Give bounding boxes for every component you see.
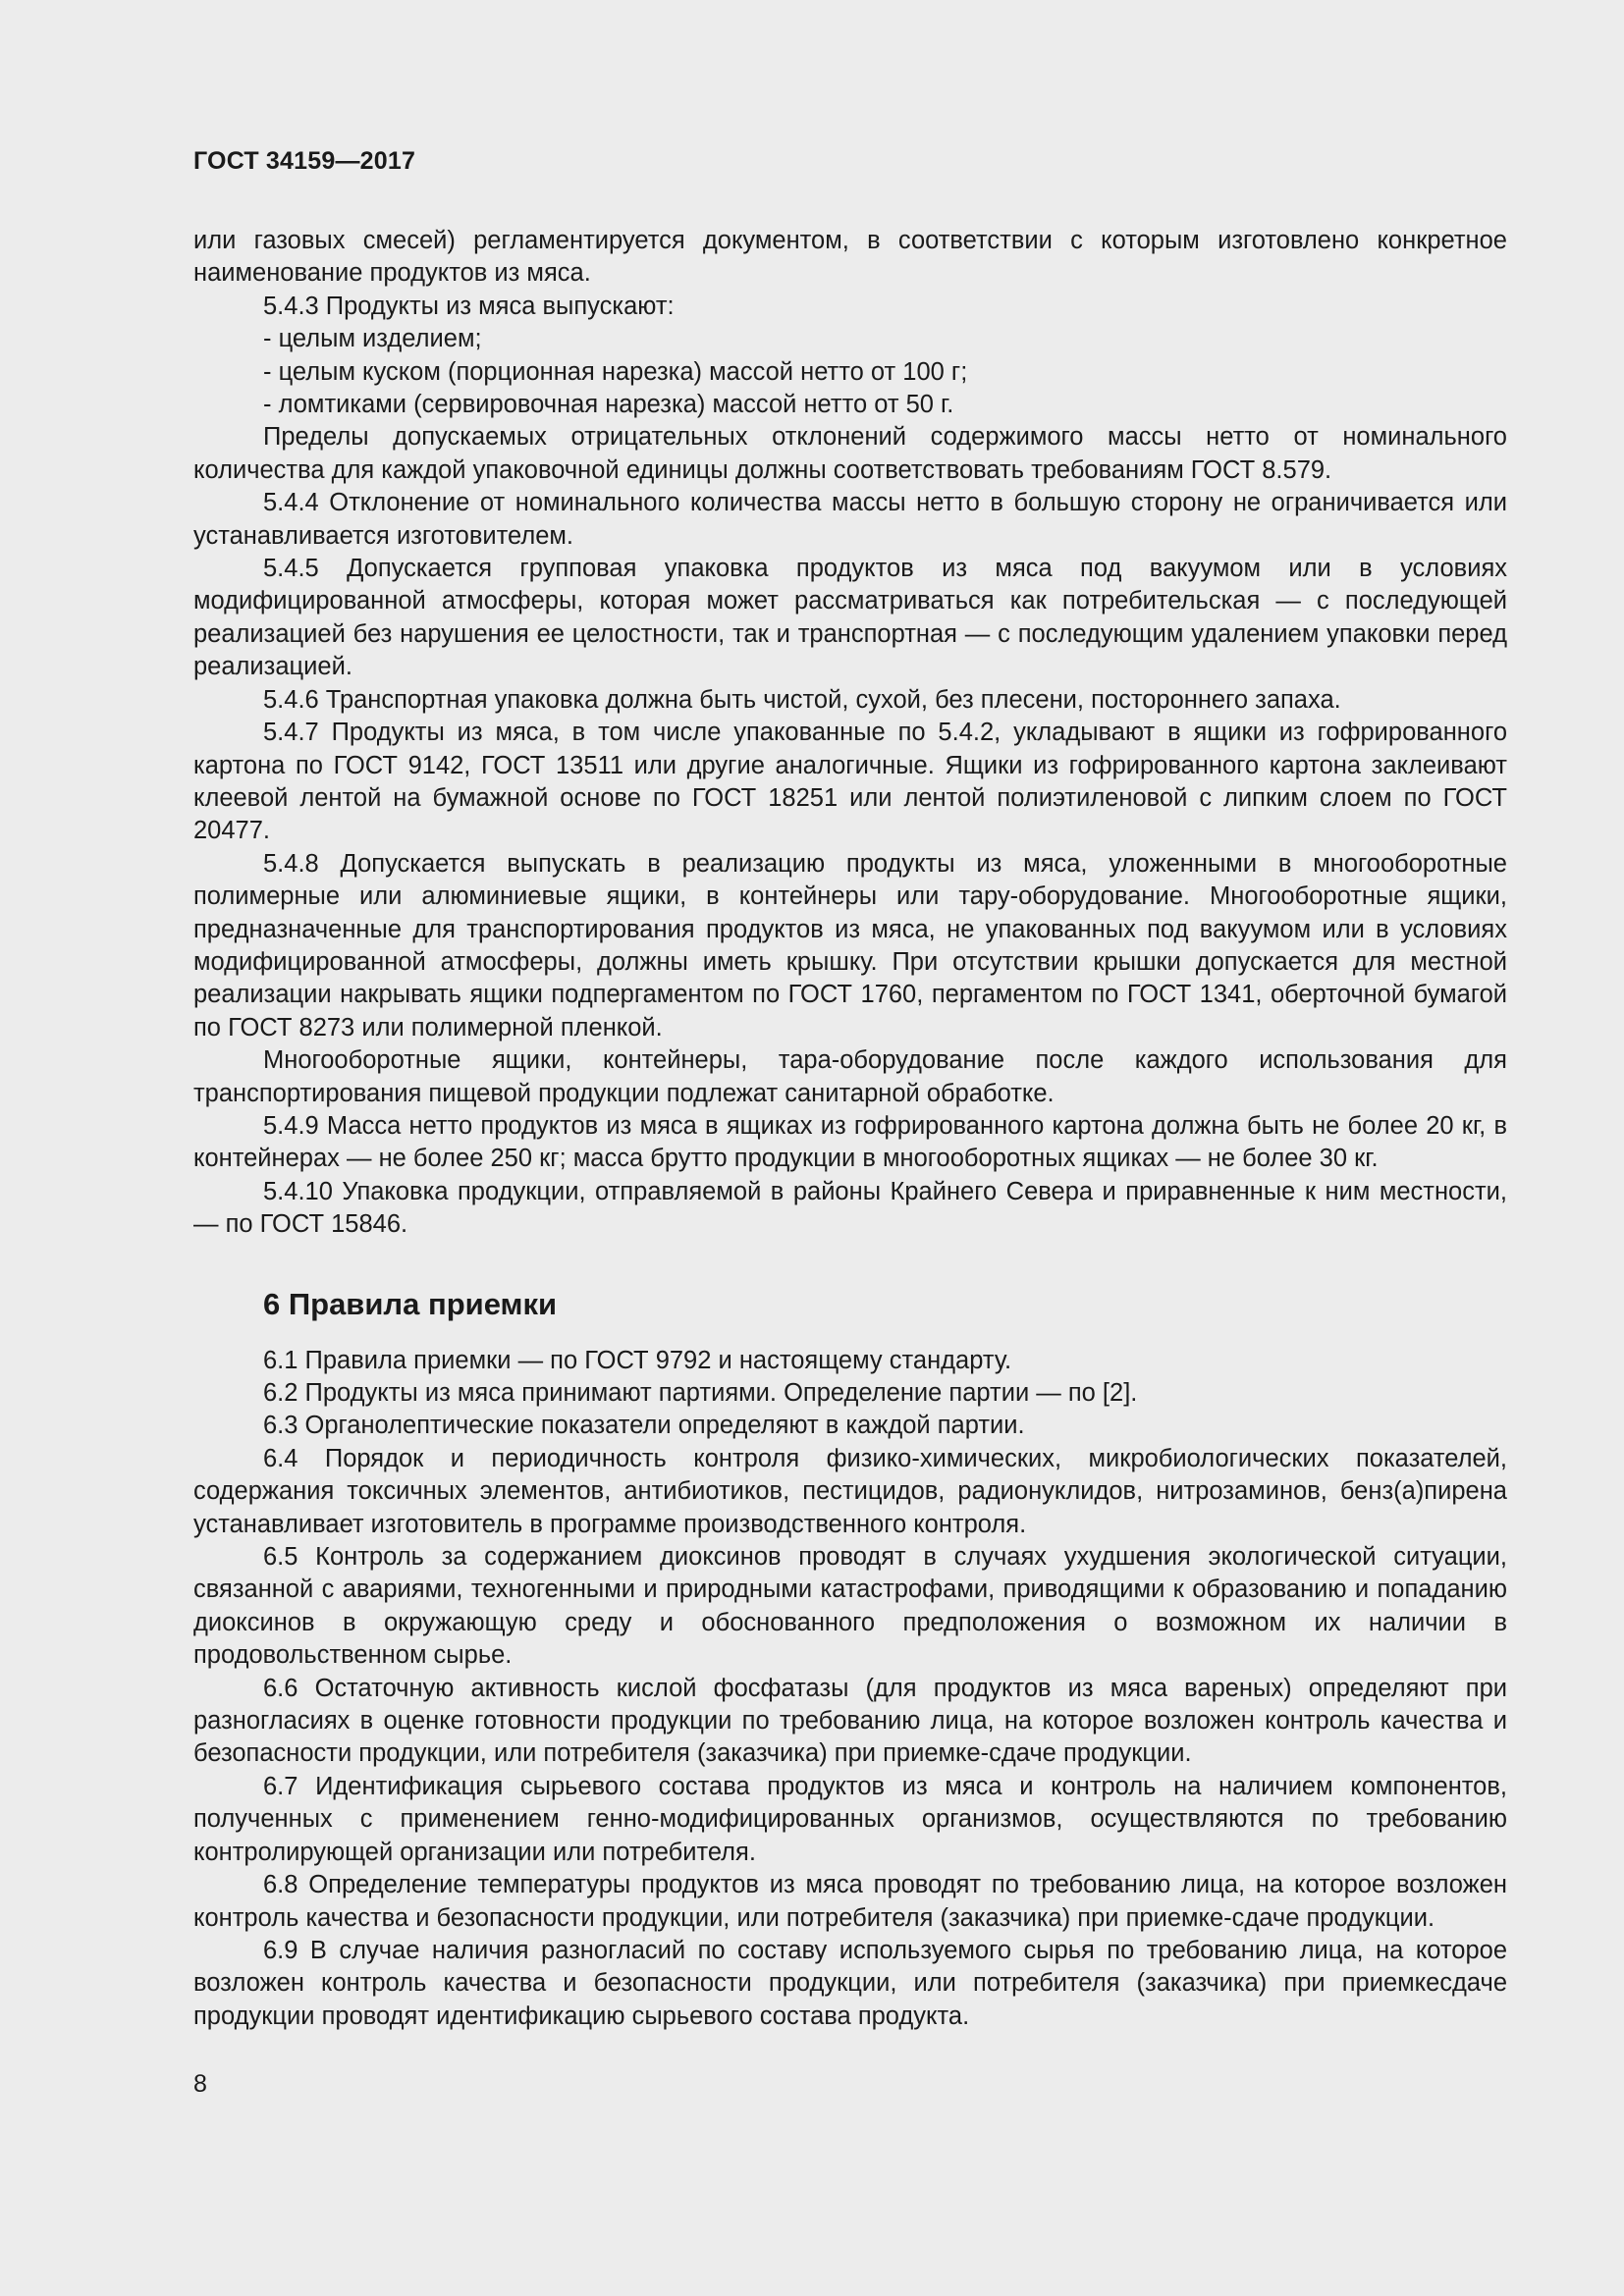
paragraph-6-8: 6.8 Определение температуры продуктов из мяса проводят по требованию лица, на которое возложен контроль качества и безопасности продукции, или потребителя (заказчика) при приемке-сдаче продукции. [193, 1871, 1507, 1932]
paragraph-6-3: 6.3 Органолептические показатели определяют в каждой партии. [263, 1412, 1025, 1440]
paragraph-5-4-10: 5.4.10 Упаковка продукции, отправляемой в районы Крайнего Севера и приравненные к ним местности, — по ГОСТ 15846. [193, 1177, 1507, 1239]
document-header: ГОСТ 34159—2017 [193, 147, 416, 175]
page-number: 8 [193, 2070, 207, 2098]
paragraph-6-9: 6.9 В случае наличия разногласий по составу используемого сырья по требованию лица, на которое возложен контроль качества и безопасности продукции, или потребителя (заказчика) при приемкесдаче продукции проводят идентификацию сырьевого состава продукта. [193, 1936, 1507, 2030]
paragraph-6-6: 6.6 Остаточную активность кислой фосфатазы (для продуктов из мяса вареных) определяют при разногласиях в оценке готовности продукции по требованию лица, на которое возложен контроль качества и безопасности продукции, или потребителя (заказчика) при приемке-сдаче продукции. [193, 1674, 1507, 1768]
paragraph-6-1: 6.1 Правила приемки — по ГОСТ 9792 и настоящему стандарту. [263, 1346, 1012, 1374]
paragraph-6-7: 6.7 Идентификация сырьевого состава продуктов из мяса и контроль на наличием компонентов, полученных с применением генно-модифицированных организмов, осуществляются по требованию контролирующей организации или потребителя. [193, 1772, 1507, 1866]
list-item: - целым куском (порционная нарезка) массой нетто от 100 г; [263, 357, 968, 386]
list-item: - ломтиками (сервировочная нарезка) массой нетто от 50 г. [263, 391, 954, 419]
paragraph-reusable-boxes: Многооборотные ящики, контейнеры, тара-оборудование после каждого использования для транспортирования пищевой продукции подлежат санитарной обработке. [193, 1046, 1507, 1107]
section-heading: 6 Правила приемки [263, 1286, 558, 1321]
paragraph-continuation: или газовых смесей) регламентируется документом, в соответствии с которым изготовлено конкретное наименование продуктов из мяса. [193, 227, 1507, 288]
paragraph-5-4-3: 5.4.3 Продукты из мяса выпускают: [263, 292, 675, 320]
paragraph-6-4: 6.4 Порядок и периодичность контроля физико-химических, микробиологических показателей, содержания токсичных элементов, антибиотиков, пестицидов, радионуклидов, нитрозаминов, бенз(а)пирена устанавливает изготовитель в программе производственного контроля. [193, 1444, 1507, 1538]
paragraph-5-4-9: 5.4.9 Масса нетто продуктов из мяса в ящиках из гофрированного картона должна быть не более 20 кг, в контейнерах — не более 250 кг; масса брутто продукции в многооборотных ящиках — не более 30 кг. [193, 1111, 1507, 1173]
list-item: - целым изделием; [263, 325, 482, 353]
paragraph-5-4-5: 5.4.5 Допускается групповая упаковка продуктов из мяса под вакуумом или в условиях модифицированной атмосферы, которая может рассматриваться как потребительская — с последующей реализацией без нарушения ее целостности, так и транспортная — с последующим удалением упаковки перед реализацией. [193, 555, 1507, 681]
document-body [193, 225, 1507, 2033]
paragraph-5-4-4: 5.4.4 Отклонение от номинального количества массы нетто в большую сторону не ограничивается или устанавливается изготовителем. [193, 489, 1507, 550]
paragraph-6-2: 6.2 Продукты из мяса принимают партиями. Определение партии — по [2]. [263, 1379, 1138, 1407]
paragraph-5-4-7: 5.4.7 Продукты из мяса, в том числе упакованные по 5.4.2, укладывают в ящики из гофрированного картона по ГОСТ 9142, ГОСТ 13511 или другие аналогичные. Ящики из гофрированного картона заклеивают клеевой лентой на бумажной основе по ГОСТ 18251 или лентой полиэтиленовой с липким слоем по ГОСТ 20477. [193, 719, 1507, 845]
paragraph-5-4-8: 5.4.8 Допускается выпускать в реализацию продукты из мяса, уложенными в многооборотные полимерные или алюминиевые ящики, в контейнеры или тару-оборудование. Многооборотные ящики, предназначенные для транспортирования продуктов из мяса, не упакованных под вакуумом или в условиях модифицированной атмосферы, должны иметь крышку. При отсутствии крышки допускается для местной реализации накрывать ящики подпергаментом по ГОСТ 1760, пергаментом по ГОСТ 1341, оберточной бумагой по ГОСТ 8273 или полимерной пленкой. [193, 849, 1507, 1041]
paragraph-6-5: 6.5 Контроль за содержанием диоксинов проводят в случаях ухудшения экологической ситуации, связанной с авариями, техногенными и природными катастрофами, приводящими к образованию и попаданию диоксинов в окружающую среду и обоснованного предположения о возможном их наличии в продовольственном сырье. [193, 1543, 1507, 1670]
paragraph-5-4-6: 5.4.6 Транспортная упаковка должна быть чистой, сухой, без плесени, постороннего запаха. [263, 685, 1341, 714]
paragraph-limits: Пределы допускаемых отрицательных отклонений содержимого массы нетто от номинального количества для каждой упаковочной единицы должны соответствовать требованиям ГОСТ 8.579. [193, 423, 1507, 484]
